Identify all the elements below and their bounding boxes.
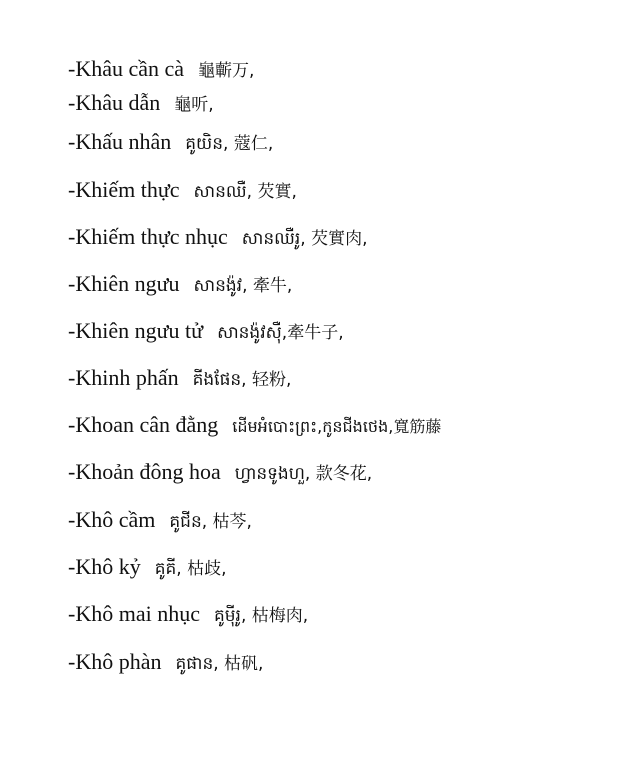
vietnamese-term: -Khâu dẫn [68,90,161,115]
vietnamese-term: -Khiếm thực nhục [68,224,228,249]
list-item [68,127,273,157]
list-item [68,175,297,205]
vietnamese-term: -Khấu nhân [68,129,172,154]
vietnamese-term: -Khiên ngưu [68,271,180,296]
vietnamese-term: -Khoan cân đằng [68,412,219,437]
translation: គូគី, 枯歧, [154,559,227,579]
translation: 龜蘄万, [198,61,255,81]
list-item [68,54,254,84]
list-item [68,316,344,346]
list-item [68,647,263,677]
translation: សានង៉ូវ, 牽牛, [193,276,293,296]
list-item [68,410,441,440]
vietnamese-term: -Khiếm thực [68,177,180,202]
translation: គូយិន, 蔻仁, [185,134,274,154]
translation: សានឈឺ, 芡實, [193,182,297,202]
vietnamese-term: -Khô mai nhục [68,601,200,626]
translation: ដើមអំបោះព្រះ,កូនជីងថេង,寬筋藤 [232,417,442,436]
translation: 龜听, [174,95,214,115]
translation: គូជីន, 枯芩, [169,512,252,532]
translation: សានឈឺរូ, 芡實肉, [241,229,368,249]
list-item [68,599,308,629]
vietnamese-term: -Khô cầm [68,507,156,532]
vietnamese-term: -Khô phàn [68,649,162,674]
list-item [68,363,291,393]
vietnamese-term: -Khâu cần cà [68,56,185,81]
translation: សានង៉ូវស៊ឺ,牽牛子, [217,323,344,343]
translation: ហ្វានទូងហួ, 款冬花, [234,464,373,484]
translation: គីងផែន, 轻粉, [192,370,292,390]
vietnamese-term: -Khiên ngưu tử [68,318,204,343]
translation: គូម៉ីរូ, 枯梅肉, [213,606,309,626]
list-item [68,222,368,252]
list-item [68,457,372,487]
vietnamese-term: -Khoản đông hoa [68,459,221,484]
list-item [68,505,252,535]
list-item [68,269,292,299]
translation: គូផាន, 枯矾, [175,654,264,674]
vietnamese-term: -Khinh phấn [68,365,179,390]
list-item [68,88,214,118]
vietnamese-term: -Khô kỷ [68,554,141,579]
list-item [68,552,227,582]
